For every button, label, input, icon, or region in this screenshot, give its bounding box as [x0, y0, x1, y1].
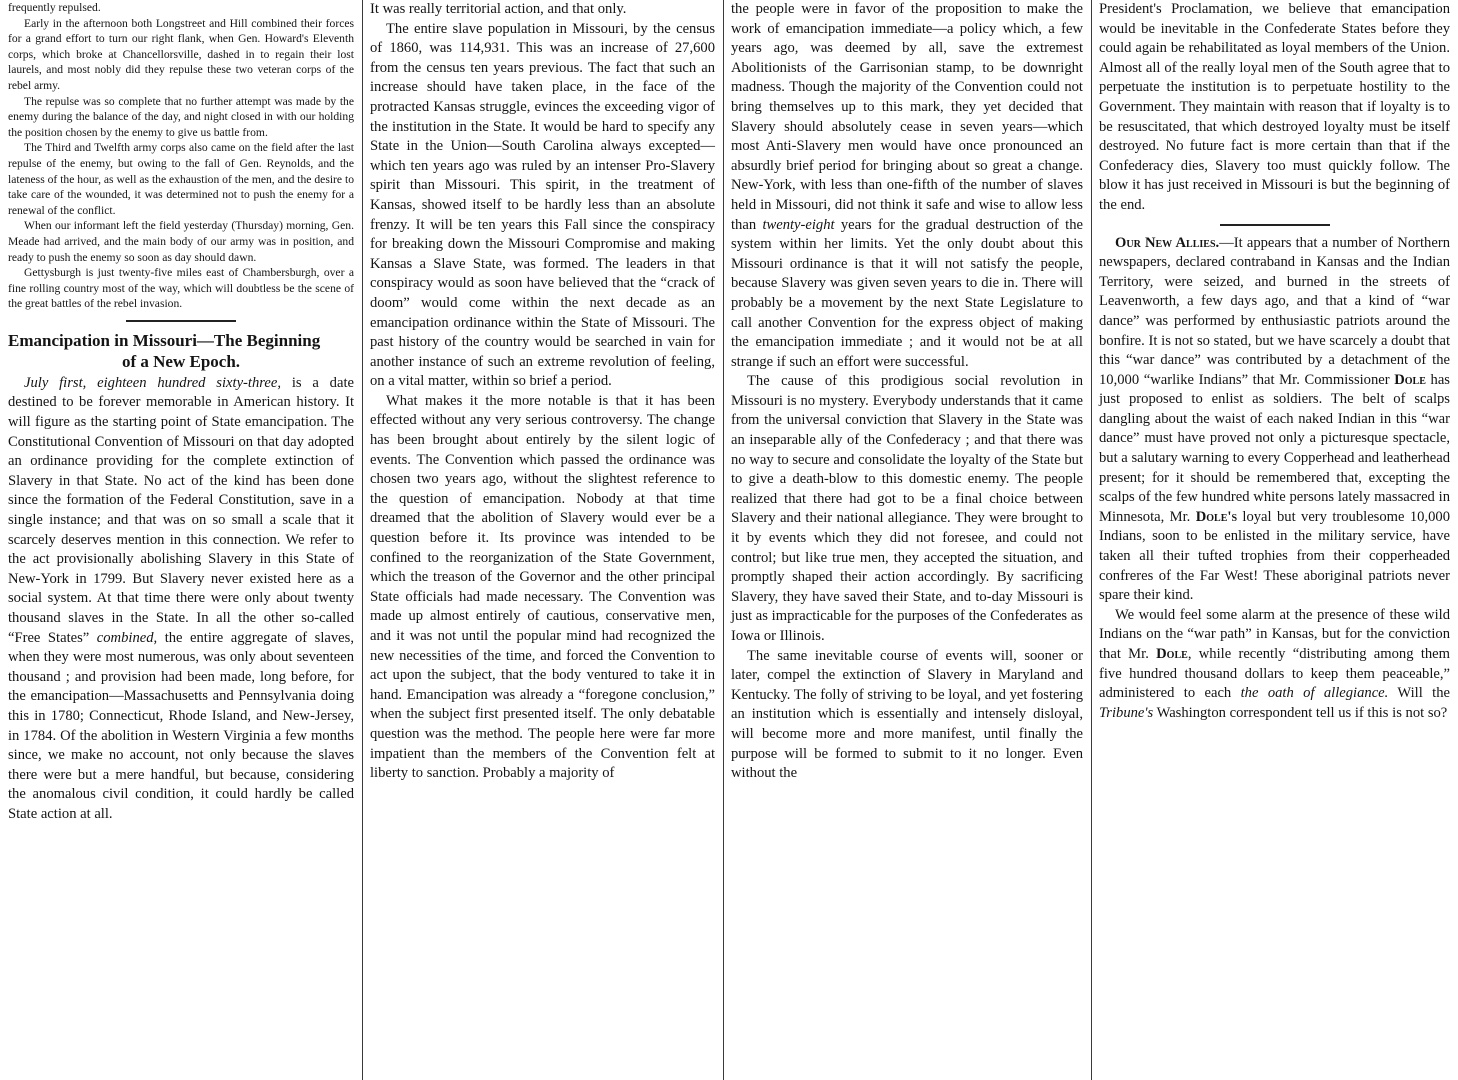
article-headline [8, 330, 354, 372]
article-lead-paragraph [8, 374, 354, 825]
battle-paragraph: Early in the afternoon both Longstreet and Hill combined their forces for a grand effort to turn our right flank, when Gen. Howard's Eleventh corps, which broke at Chancellorsville, dashed in to regain their lost laurels, and most nobly did they repulse these two veteran corps of the rebel army. [8, 16, 354, 92]
battle-paragraph: The Third and Twelfth army corps also came on the field after the last repulse of the enemy, but owing to the fall of Gen. Reynolds, and the lateness of the hour, as well as the exhaustion of the men, and the desire to take care of the wounded, it was determined not to push the enemy for a renewal of the conflict. [8, 141, 354, 217]
column-2 [364, 0, 721, 1080]
battle-paragraph: The repulse was so complete that no further attempt was made by the enemy during the balance of the day, and night closed in with our holding the position chosen by the enemy to give us battle from. [8, 94, 354, 139]
article-paragraph: The same inevitable course of events will, sooner or later, compel the extinction of Slavery in Maryland and Kentucky. The folly of striving to be loyal, and yet fostering an institution which is essentially and intensely disloyal, will become more and more manifest, until finally the purpose will be formed to submit to it no longer. Even without the [731, 647, 1083, 782]
allies-title: Our New Allies. [1115, 234, 1220, 251]
italic-text: the oath of allegiance. [1240, 685, 1389, 702]
paragraph-text: Washington correspondent tell us if this is not so? [1153, 704, 1448, 721]
article-paragraph: The cause of this prodigious social revolution in Missouri is no mystery. Everybody understands that it came from the universal conviction that Slavery in the State was an inseparable ally of the Confederacy ; and that there was no way to secure and consolidate the loyalty of the State but to give a death-blow to this domestic enemy. The people realized that there had got to be a final choice between Slavery and their national allegiance. They were brought to it by events which they did not foresee, and could not control; but like true men, they accepted the situation, and promptly shaped their action accordingly. By sacrificing Slavery, they have saved their State, and to-day Missouri is just as impracticable for the purposes of the Confederates as Iowa or Illinois. [731, 373, 1083, 644]
name-dole: Dole [1394, 371, 1426, 388]
article-paragraph: President's Proclamation, we believe that emancipation would be inevitable in the Confederate States before they could again be rehabilitated as loyal members of the Union. Almost all of the really loyal men of the South agree that to perpetuate the institution is to perpetuate hostility to the Government. They maintain with reason that if loyalty is to be resuscitated, that which destroyed loyalty must be itself destroyed. No future fact is more certain than that if the Confederacy dies, Slavery too must quickly follow. The blow it has just received in Missouri is but the beginning of the end. [1099, 1, 1450, 213]
name-dole: Dole's [1195, 508, 1238, 525]
lead-text-2: the entire aggregate of slaves, when they were most numerous, was only about seventeen thousand ; and provision had been made, long before, for the emancipation—Massachusetts and Pennsylvania doing this in 1780; Connecticut, Rhode Island, and New-Jersey, in 1784. Of the abolition in Western Virginia a few months since, we make no account, not only because the slaves there were but a mere handful, but because, considering the anomalous civil condition, it could hardly be called State action at all. [8, 629, 354, 822]
lead-italic-2: combined, [96, 629, 158, 646]
lead-text: is a date destined to be forever memorable in American history. It will figure as the starting point of State emancipation. The Constitutional Convention of Missouri on that day adopted an ordinance providing for the complete extinction of Slavery in that State. No act of the kind has been done since the formation of the Federal Constitution, save in a single instance; and that was on so small a scale that it scarcely deserves mention in this connection. We refer to the act provisionally abolishing Slavery in this State of New-York in 1799. But Slavery never existed here as a social system. At that time there were only about twenty thousand slaves in the State. In all the other so-called “Free States” [8, 374, 354, 646]
column-4 [1093, 0, 1456, 1080]
allies-paragraph [1099, 234, 1450, 606]
article-paragraph: The entire slave population in Missouri, by the census of 1860, was 114,931. This was an increase of 27,600 from the census ten years previous. The fact that such an increase should have taken place, in the face of the protracted Kansas struggle, evinces the exceeding vigor of the institution in the State. It would be hard to specify any State in the Union—South Carolina always excepted—which ten years ago was ruled by an intenser Pro-Slavery spirit than Missouri. This spirit, in the treatment of Kansas, showed itself to be hardly less than an absolute frenzy. It will be ten years this Fall since the conspiracy for breaking down the Missouri Compromise and making Kansas a Slave State, was formed. The leaders in that conspiracy would as soon have believed that the “crack of doom” would come within the next decade as an emancipation ordinance within the State of Missouri. The past history of the country would be searched in vain for another instance of such an extreme revolution of feeling, on a vital matter, within so brief a period. [370, 20, 715, 390]
paragraph-text: We would feel some alarm at the presence of these wild Indians on the “war path” in Kansas, but for the conviction that Mr. [1099, 606, 1450, 662]
column-rule [362, 0, 363, 1080]
column-1 [2, 0, 360, 1080]
paragraph-text: years for the gradual destruction of the system within her limits. Yet the only doubt about this Missouri ordinance is that it will not satisfy the people, because Slavery was given seven years to die in. There will probably be a movement by the next State Legislature to call another Convention for the express object of making the emancipation immediate ; and it would not be at all strange if such an effort were successful. [731, 216, 1083, 370]
newspaper-name: Tribune's [1099, 704, 1154, 721]
article-paragraph: It was really territorial action, and that only. [370, 1, 627, 17]
headline-line-2: of a New Epoch. [121, 351, 241, 371]
paragraph-text: , while recently “distributing among them five hundred thousand dollars to keep them peaceable,” administered to each [1099, 646, 1450, 702]
section-divider [126, 320, 236, 322]
battle-paragraph: frequently repulsed. [8, 1, 101, 14]
article-paragraph [1099, 606, 1450, 724]
column-rule [1091, 0, 1092, 1080]
article-paragraph [731, 0, 1083, 372]
battle-paragraph: When our informant left the field yesterday (Thursday) morning, Gen. Meade had arrived, and the main body of our army was in position, and ready to push the enemy so soon as day should dawn. [8, 219, 354, 264]
paragraph-text: the people were in favor of the proposition to make the work of emancipation immediate—a policy which, a few years ago, was deemed by all, save the extremest Abolitionists of the Garrisonian stamp, to be downright madness. Though the majority of the Convention could not bring themselves up to this mark, they yet decided that Slavery should absolutely cease in seven years—which most Anti-Slavery men would have once pronounced an absurdly brief period for bringing about so great a change. New-York, with less than one-fifth of the number of slaves held in Missouri, did not think it safe and wise to allow less than [731, 1, 1083, 233]
section-divider [1220, 224, 1330, 226]
italic-text: twenty-eight [762, 216, 835, 233]
paragraph-text: has just proposed to enlist as soldiers. The belt of scalps dangling about the waist of each naked Indian in this “war dance” must have proved not only a picturesque spectacle, but a salutary warning to every Copperhead and leatherhead present; for it should be remembered that, excepting the scalps of the few hundred white persons lately massacred in Minnesota, Mr. [1099, 371, 1450, 525]
column-3 [725, 0, 1089, 1080]
column-rule [723, 0, 724, 1080]
paragraph-text: loyal but very troublesome 10,000 Indians, soon to be enlisted in the military service, have taken all their tufted trophies from their copperheaded confreres of the Far West! These aboriginal patriots never spare their kind. [1099, 508, 1451, 604]
paragraph-text: Will the [1388, 685, 1450, 702]
lead-italic: July first, eighteen hundred sixty-three, [24, 374, 281, 391]
headline-line-1: Emancipation in Missouri—The Beginning [8, 330, 321, 350]
article-paragraph: What makes it the more notable is that it has been effected without any very serious controversy. The change has been brought about entirely by the silent logic of events. The Convention which passed the ordinance was chosen two years ago, without the slightest reference to the question of emancipation. Nobody at that time dreamed that the abolition of Slavery would ever be a question before it. Its province was intended to be confined to the reorganization of the State Government, which the treason of the Governor and the other principal State officials had made necessary. The Convention was made up almost entirely of cautious, conservative men, and it was not until the popular mind had recognized the new necessities of the time, and forced the Convention to act upon the subject, that the body ventured to take it in hand. Emancipation was already a “foregone conclusion,” when the subject first presented itself. The only debatable question was the method. The people here were far more impatient than the members of the Convention felt at liberty to sanction. Probably a majority of [370, 392, 715, 782]
paragraph-text: —It appears that a number of Northern newspapers, declared contraband in Kansas and the Indian Territory, were seized, and burned in the streets of Leavenworth, a few days ago, and that a kind of “war dance” was performed by enthusiastic patriots around the bonfire. It is not so stated, but we have scarcely a doubt that this “war dance” was contributed by a detachment of the 10,000 “warlike Indians” that Mr. Commissioner [1099, 234, 1450, 388]
battle-paragraph: Gettysburgh is just twenty-five miles east of Chambersburgh, over a fine rolling country most of the way, which will doubtless be the scene of the great battles of the rebel invasion. [8, 266, 354, 311]
name-dole: Dole [1156, 646, 1188, 662]
